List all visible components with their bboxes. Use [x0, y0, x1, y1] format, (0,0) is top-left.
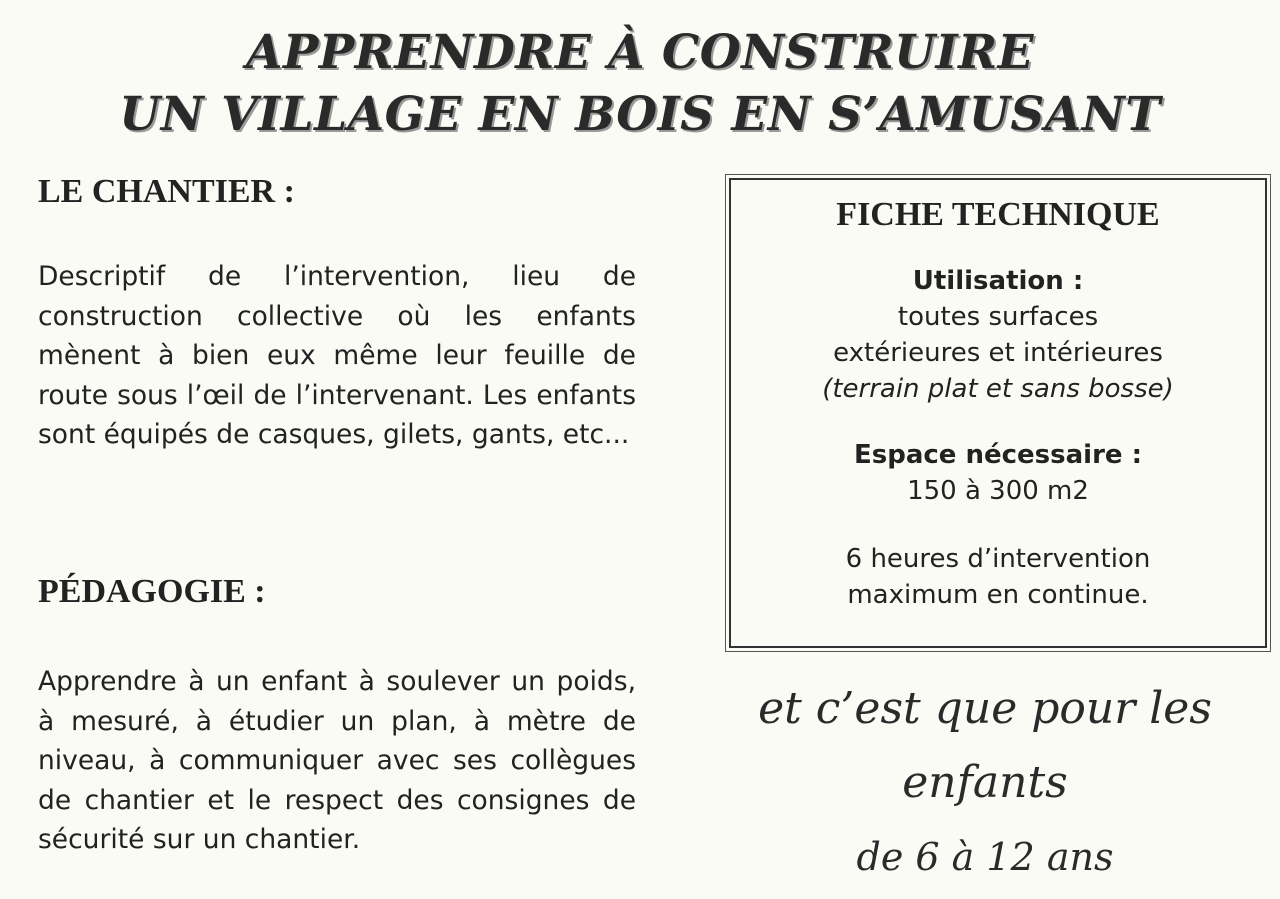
- chantier-description: Descriptif de l’intervention, lieu de construction collective où les enfants mènent à bien eux même leur feuille de route sous l’œil de l’intervenant. Les enfants sont équipés de casques, gilets, gants, etc...: [38, 261, 636, 450]
- handwritten-note-line-2: de 6 à 12 ans: [856, 835, 1114, 879]
- utilisation-label: Utilisation :: [912, 266, 1084, 296]
- page-title-line-1: APPRENDRE À CONSTRUIRE: [246, 25, 1034, 80]
- pedagogie-description: Apprendre à un enfant à soulever un poids, à mesuré, à étudier un plan, à mètre de niveau, à communiquer avec ses collègues de chantier et le respect des consignes de sécurité sur un chantier.: [38, 666, 636, 855]
- utilisation-note: (terrain plat et sans bosse): [822, 374, 1174, 404]
- handwritten-note-line-1: et c’est que pour les enfants: [758, 683, 1212, 808]
- duree-line-1: 6 heures d’intervention: [845, 544, 1151, 574]
- utilisation-block: [731, 263, 1265, 407]
- utilisation-line-1: toutes surfaces: [897, 302, 1099, 332]
- espace-block: [731, 437, 1265, 509]
- fiche-technique-title: FICHE TECHNIQUE: [836, 196, 1160, 233]
- page-title-line-2: UN VILLAGE EN BOIS EN S’AMUSANT: [119, 87, 1161, 142]
- espace-label: Espace nécessaire :: [854, 440, 1142, 470]
- handwritten-note: [700, 672, 1270, 894]
- page-title: [0, 22, 1280, 146]
- chantier-heading: LE CHANTIER :: [38, 173, 295, 210]
- utilisation-line-2: extérieures et intérieures: [833, 338, 1163, 368]
- fiche-technique-box: [729, 178, 1267, 648]
- duree-block: [731, 541, 1265, 613]
- pedagogie-heading: PÉDAGOGIE :: [38, 573, 266, 610]
- espace-value: 150 à 300 m2: [907, 476, 1089, 506]
- duree-line-2: maximum en continue.: [847, 580, 1149, 610]
